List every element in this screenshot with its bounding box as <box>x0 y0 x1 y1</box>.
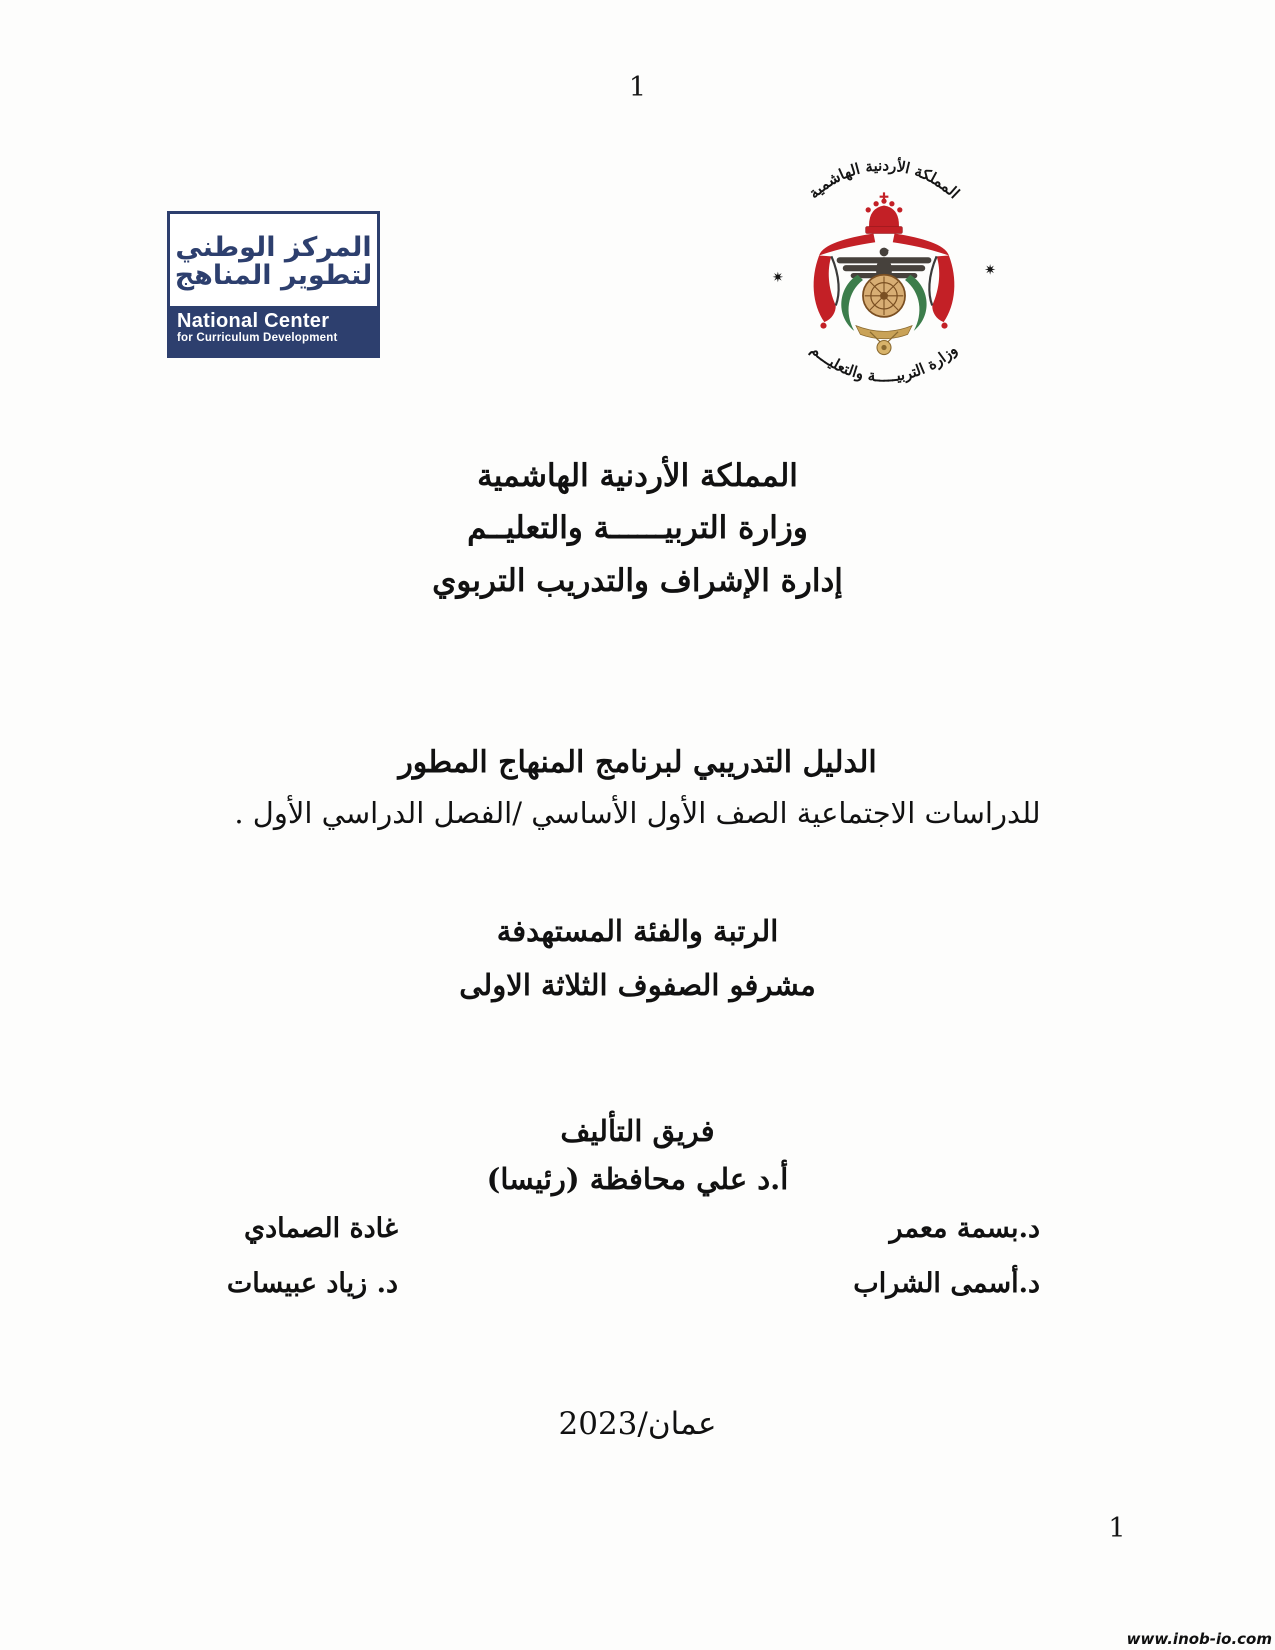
moe-emblem <box>770 146 998 400</box>
emblem-crown-icon <box>866 192 903 233</box>
bottom-page-number: 1 <box>1108 1513 1126 1544</box>
authors-heading: فريق التأليف <box>560 1114 715 1148</box>
nccd-kufic-calligraphy <box>170 214 377 309</box>
header-directorate-line: إدارة الإشراف والتدريب التربوي <box>432 563 843 599</box>
author-name: د.أسمى الشراب <box>853 1268 1040 1299</box>
emblem-globe-icon <box>863 275 905 317</box>
nccd-logo-subtitle: for Curriculum Development <box>177 332 338 344</box>
target-rank-heading: الرتبة والفئة المستهدفة <box>496 914 779 948</box>
nccd-kufic-line2: لتطوير المناهج <box>174 259 373 291</box>
document-subtitle: للدراسات الاجتماعية الصف الأول الأساسي /الفصل الدراسي الأول . <box>234 796 1041 830</box>
nccd-logo-title: National Center <box>177 310 330 332</box>
top-page-number: 1 <box>628 72 647 103</box>
nccd-logo-band <box>170 306 377 355</box>
emblem-top-arc-text: المملكة الأردنية الهاشمية <box>804 156 964 203</box>
emblem-bottom-arc-text: وزارة التربيـــــة والتعليـــم <box>807 340 961 386</box>
city-year: عمان/2023 <box>558 1406 717 1442</box>
nccd-kufic-line1: المركز الوطني <box>175 231 372 263</box>
author-name: د.بسمة معمر <box>889 1213 1040 1244</box>
emblem-left-star-icon: ✷ <box>772 269 784 286</box>
author-name: غادة الصمادي <box>243 1213 398 1244</box>
watermark: www.inob-io.com <box>1126 1630 1272 1648</box>
authors-chair: أ.د علي محافظة (رئيسا) <box>486 1162 789 1196</box>
target-audience-line: مشرفو الصفوف الثلاثة الاولى <box>459 968 816 1002</box>
author-name: د. زياد عبيسات <box>226 1268 398 1299</box>
header-ministry-line: وزارة التربيــــــة والتعليــم <box>467 510 808 546</box>
jordan-coat-of-arms-icon <box>770 146 998 400</box>
emblem-base-icon <box>856 326 912 355</box>
header-kingdom-line: المملكة الأردنية الهاشمية <box>477 458 798 494</box>
document-title: الدليل التدريبي لبرنامج المنهاج المطور <box>398 745 877 780</box>
nccd-logo <box>167 211 380 358</box>
emblem-right-star-icon: ✷ <box>984 262 996 279</box>
